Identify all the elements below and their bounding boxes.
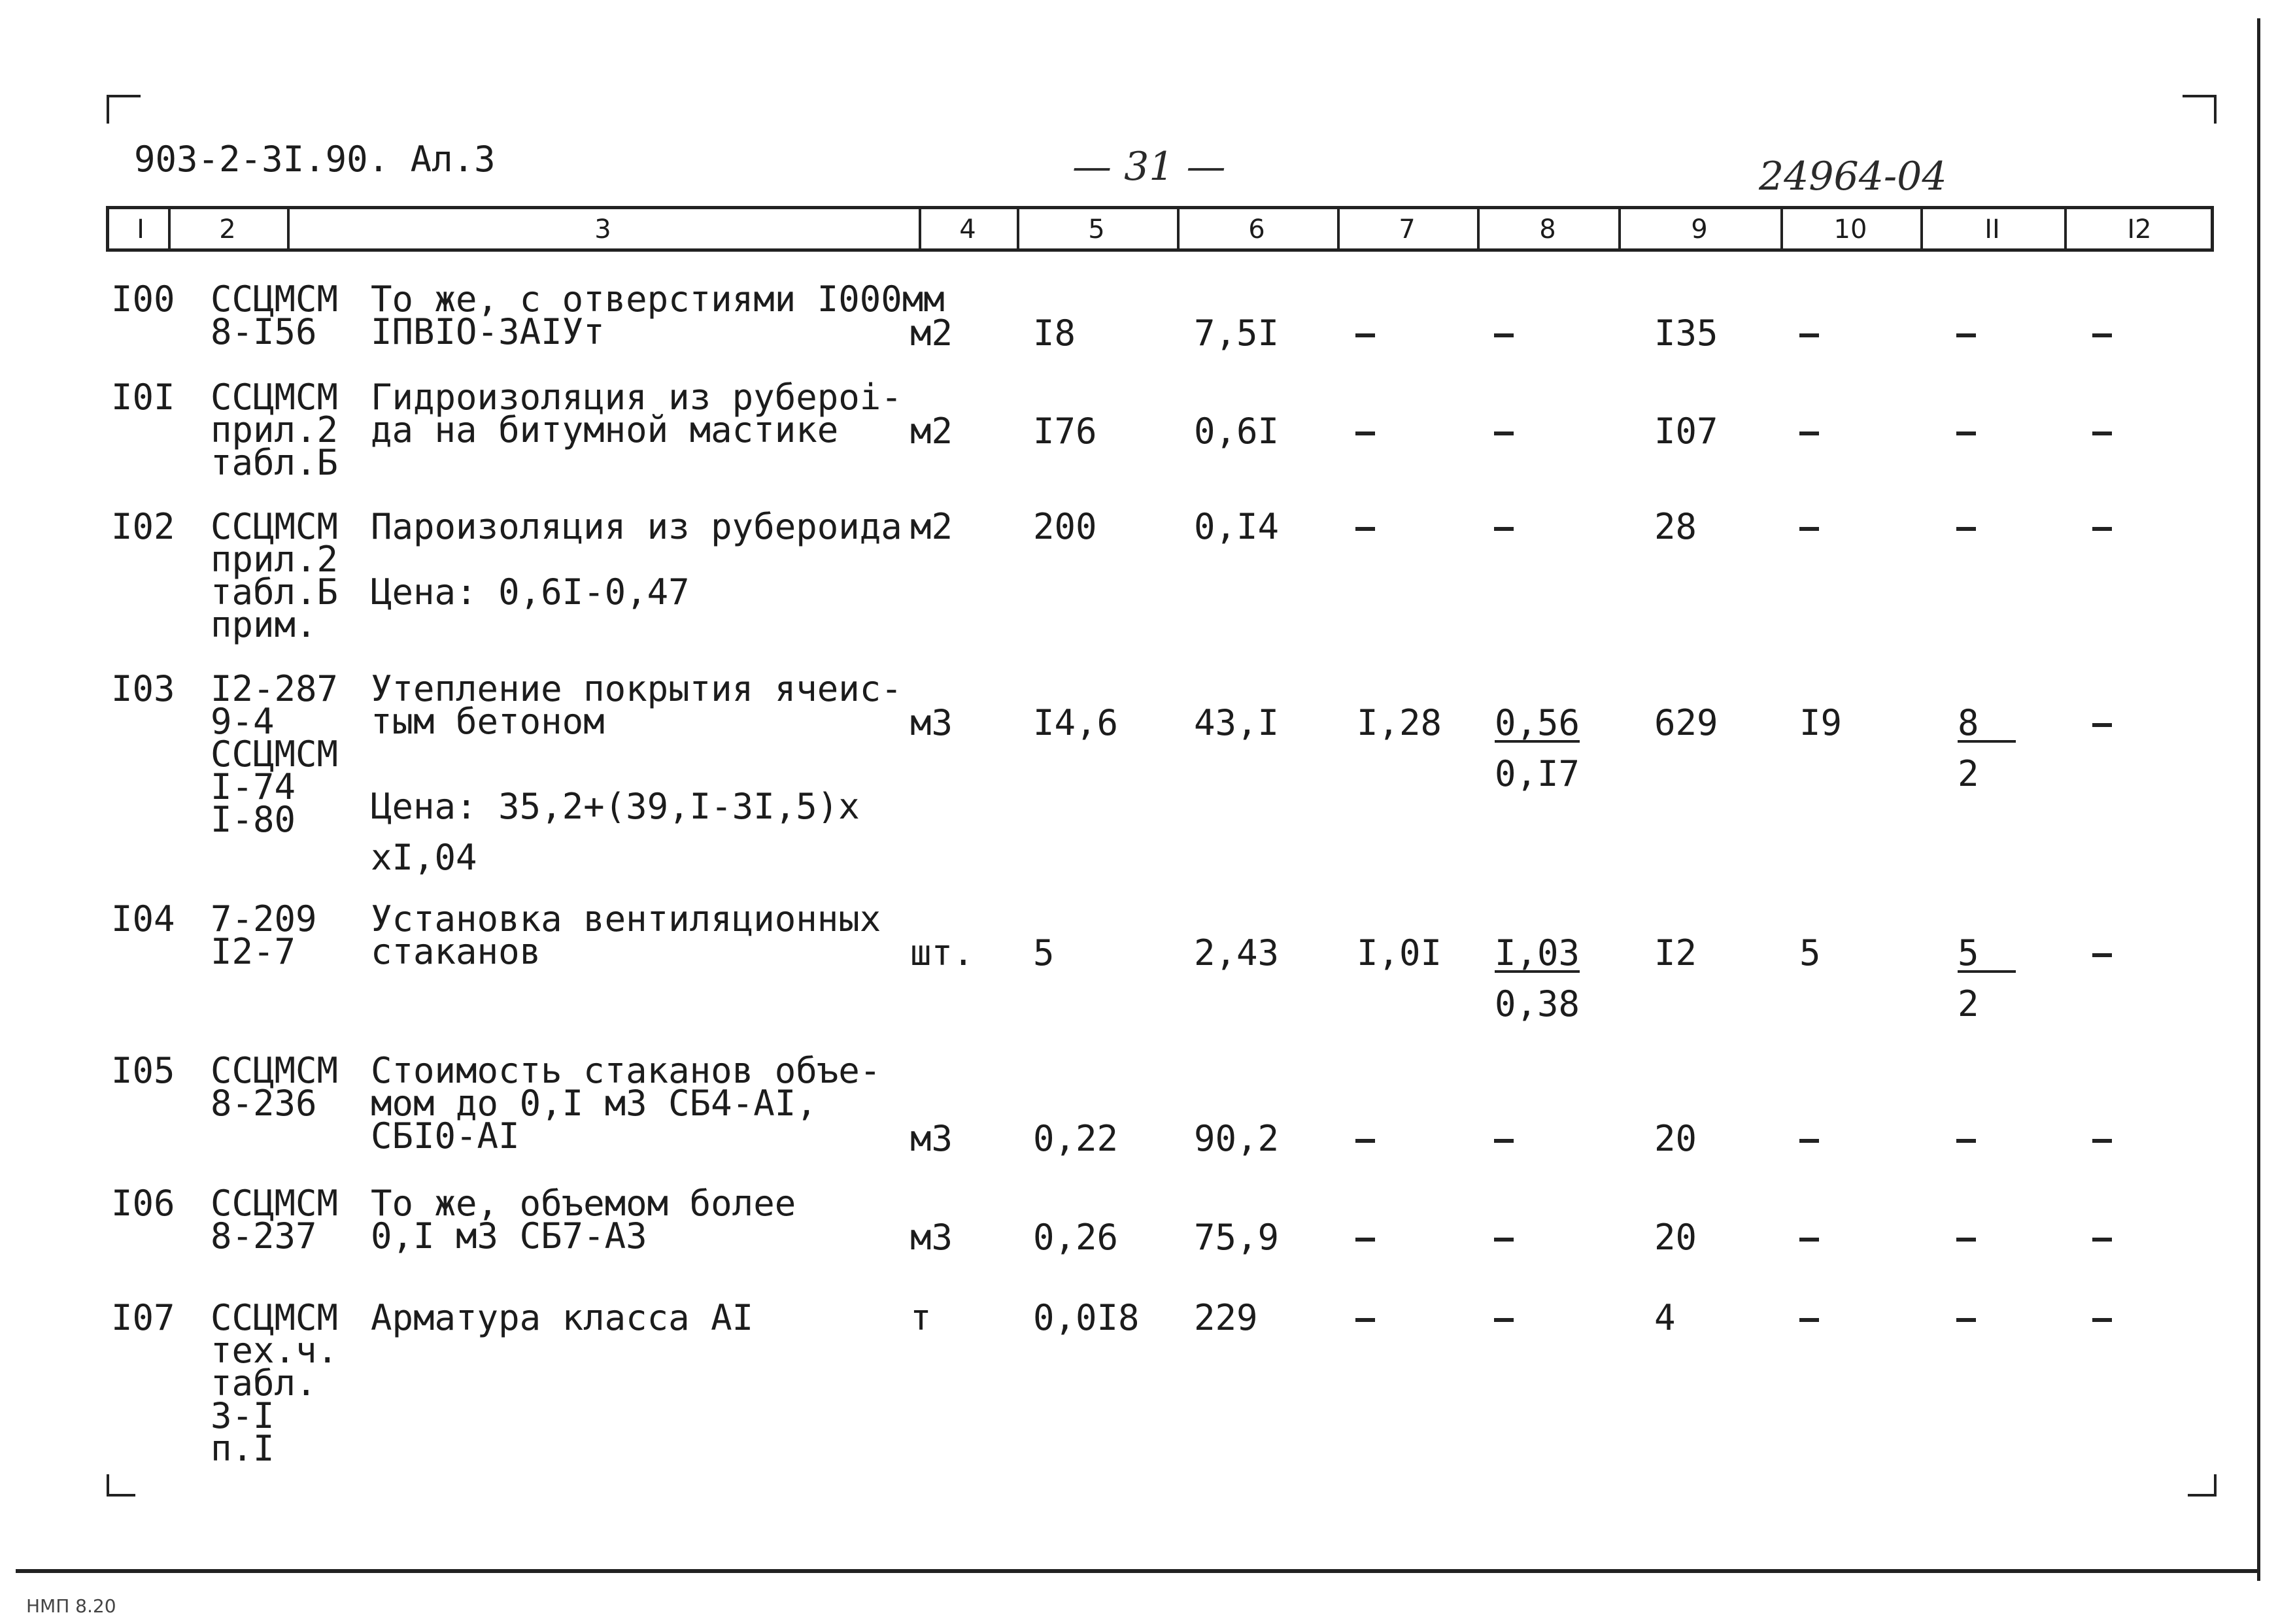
unit: шт. [910,932,974,973]
row-number: I04 [111,898,175,939]
empty-value-dash [1355,527,1375,531]
page-number: — 31 — [1072,144,1226,190]
norm-code: ССЦМСМ [211,377,339,418]
empty-value-dash [1956,333,1976,337]
quantity: 200 [1033,506,1097,547]
empty-value-dash [1494,1318,1514,1322]
unit-price: 229 [1194,1297,1258,1338]
work-description: Утепление покрытия ячеис- [371,668,902,709]
value-c8: I,03 [1495,932,1580,973]
column-number: 9 [1691,214,1708,245]
value-c10: I9 [1799,702,1843,743]
quantity: I4,6 [1033,702,1119,743]
value-c11-lower: 2 [1958,753,1979,794]
unit: м2 [910,506,953,547]
row-number: I05 [111,1050,175,1091]
empty-value-dash [1956,1139,1976,1143]
norm-code: табл.Б [211,442,339,483]
unit-price: 0,I4 [1194,506,1280,547]
quantity: I8 [1033,313,1076,354]
column-number: 6 [1248,214,1265,245]
norm-code: ССЦМСМ [211,1297,339,1338]
unit: т [910,1297,932,1338]
page-edge-bottom [16,1569,2260,1573]
norm-code: 3-I [211,1395,275,1436]
row-number: I00 [111,279,175,320]
unit: м3 [910,1118,953,1159]
work-description: тым бетоном [371,701,605,742]
empty-value-dash [2092,723,2112,727]
unit-price: 2,43 [1194,932,1280,973]
norm-code: I-80 [211,799,296,840]
empty-value-dash [1799,527,1819,531]
unit: м3 [910,702,953,743]
footer-stamp: НМП 8.20 [26,1595,116,1617]
work-description: Арматура класса АI [371,1297,754,1338]
value-c9: 629 [1654,702,1718,743]
row-number: I07 [111,1297,175,1338]
corner-mark-bottom-right [2188,1474,2217,1497]
price-note: Цена: 35,2+(39,I-3I,5)х [371,786,860,827]
price-note: Цена: 0,6I-0,47 [371,571,690,613]
column-number: 3 [594,214,611,245]
empty-value-dash [1799,333,1819,337]
column-divider [2064,209,2067,248]
empty-value-dash [1355,1318,1375,1322]
work-description: стаканов [371,931,541,972]
norm-code: ССЦМСМ [211,1183,339,1224]
norm-code: 8-I56 [211,311,317,352]
unit-price: 90,2 [1194,1118,1280,1159]
value-c9: 20 [1654,1217,1697,1258]
price-note: хI,04 [371,837,477,878]
value-c7: I,28 [1357,702,1442,743]
empty-value-dash [2092,1318,2112,1322]
row-number: I02 [111,506,175,547]
work-description: да на битумной мастике [371,409,839,450]
work-description: 0,I м3 СБ7-А3 [371,1215,647,1257]
column-divider [1017,209,1019,248]
empty-value-dash [1799,1238,1819,1242]
quantity: I76 [1033,411,1097,452]
row-number: I03 [111,668,175,709]
value-c11-lower: 2 [1958,983,1979,1024]
column-divider [919,209,921,248]
empty-value-dash [1355,1238,1375,1242]
empty-value-dash [1494,527,1514,531]
quantity: 0,0I8 [1033,1297,1140,1338]
column-header-row [106,206,2214,252]
work-description: СБI0-АI [371,1115,520,1157]
unit-price: 43,I [1194,702,1280,743]
quantity: 0,26 [1033,1217,1119,1258]
column-divider [1780,209,1783,248]
column-divider [287,209,290,248]
quantity: 0,22 [1033,1118,1119,1159]
norm-code: прим. [211,604,317,645]
empty-value-dash [1956,527,1976,531]
norm-code: 8-236 [211,1083,317,1124]
work-description: Стоимость стаканов объе- [371,1050,881,1091]
unit-price: 75,9 [1194,1217,1280,1258]
column-number: 2 [219,214,236,245]
work-description: Пароизоляция из рубероида [371,506,902,547]
work-description: IПВIО-3АIУт [371,311,605,352]
value-c8-lower: 0,I7 [1495,753,1580,794]
norm-code: табл.Б [211,571,339,613]
empty-value-dash [1799,1139,1819,1143]
column-number: 7 [1399,214,1416,245]
empty-value-dash [2092,333,2112,337]
empty-value-dash [1355,333,1375,337]
empty-value-dash [1956,1318,1976,1322]
unit: м3 [910,1217,953,1258]
norm-code: ССЦМСМ [211,506,339,547]
norm-code: I2-7 [211,931,296,972]
value-c9: I2 [1654,932,1697,973]
column-number: II [1984,214,2000,245]
corner-mark-bottom-left [107,1474,135,1497]
norm-code: п.I [211,1428,275,1469]
empty-value-dash [2092,953,2112,957]
norm-code: ССЦМСМ [211,279,339,320]
column-divider [168,209,171,248]
work-description: То же, объемом более [371,1183,796,1224]
unit-price: 0,6I [1194,411,1280,452]
empty-value-dash [1956,1238,1976,1242]
value-c9: 4 [1654,1297,1676,1338]
value-c9: I35 [1654,313,1718,354]
norm-code: I2-287 [211,668,339,709]
norm-code: тех.ч. [211,1330,339,1371]
value-c8-lower: 0,38 [1495,983,1580,1024]
empty-value-dash [1494,333,1514,337]
column-divider [1477,209,1480,248]
empty-value-dash [1494,1139,1514,1143]
empty-value-dash [1799,1318,1819,1322]
empty-value-dash [1494,1238,1514,1242]
empty-value-dash [1494,431,1514,435]
value-c10: 5 [1799,932,1821,973]
corner-mark-top-left [107,95,141,124]
row-number: I0I [111,377,175,418]
work-description: Установка вентиляционных [371,898,881,939]
empty-value-dash [2092,431,2112,435]
column-number: 8 [1539,214,1556,245]
value-c9: I07 [1654,411,1718,452]
value-c9: 28 [1654,506,1697,547]
norm-code: I-74 [211,766,296,807]
quantity: 5 [1033,932,1055,973]
column-number: 5 [1088,214,1105,245]
norm-code: 8-237 [211,1215,317,1257]
norm-code: ССЦМСМ [211,734,339,775]
norm-code: ССЦМСМ [211,1050,339,1091]
column-number: I [137,214,144,245]
page-edge-right [2257,18,2260,1581]
value-c8: 0,56 [1495,702,1580,743]
column-divider [1337,209,1340,248]
value-c9: 20 [1654,1118,1697,1159]
row-number: I06 [111,1183,175,1224]
empty-value-dash [1355,1139,1375,1143]
document-number: 24964-04 [1759,154,1947,199]
document-code: 903-2-3I.90. Ал.3 [134,139,496,180]
column-divider [1177,209,1180,248]
column-number: 4 [959,214,976,245]
value-c7: I,0I [1357,932,1442,973]
empty-value-dash [1956,431,1976,435]
norm-code: прил.2 [211,409,339,450]
value-c11: 5 [1958,936,2016,973]
column-number: 10 [1833,214,1867,245]
empty-value-dash [2092,1238,2112,1242]
unit-price: 7,5I [1194,313,1280,354]
column-number: I2 [2127,214,2152,245]
empty-value-dash [2092,527,2112,531]
column-divider [1920,209,1923,248]
norm-code: прил.2 [211,539,339,580]
norm-code: табл. [211,1362,317,1404]
column-divider [1618,209,1621,248]
corner-mark-top-right [2183,95,2217,124]
work-description: мом до 0,I м3 СБ4-АI, [371,1083,817,1124]
work-description: Гидроизоляция из рубероі- [371,377,902,418]
unit: м2 [910,313,953,354]
empty-value-dash [1799,431,1819,435]
unit: м2 [910,411,953,452]
value-c11: 8 [1958,706,2016,743]
empty-value-dash [1355,431,1375,435]
norm-code: 9-4 [211,701,275,742]
work-description: То же, с отверстиями I000мм [371,279,945,320]
empty-value-dash [2092,1139,2112,1143]
norm-code: 7-209 [211,898,317,939]
